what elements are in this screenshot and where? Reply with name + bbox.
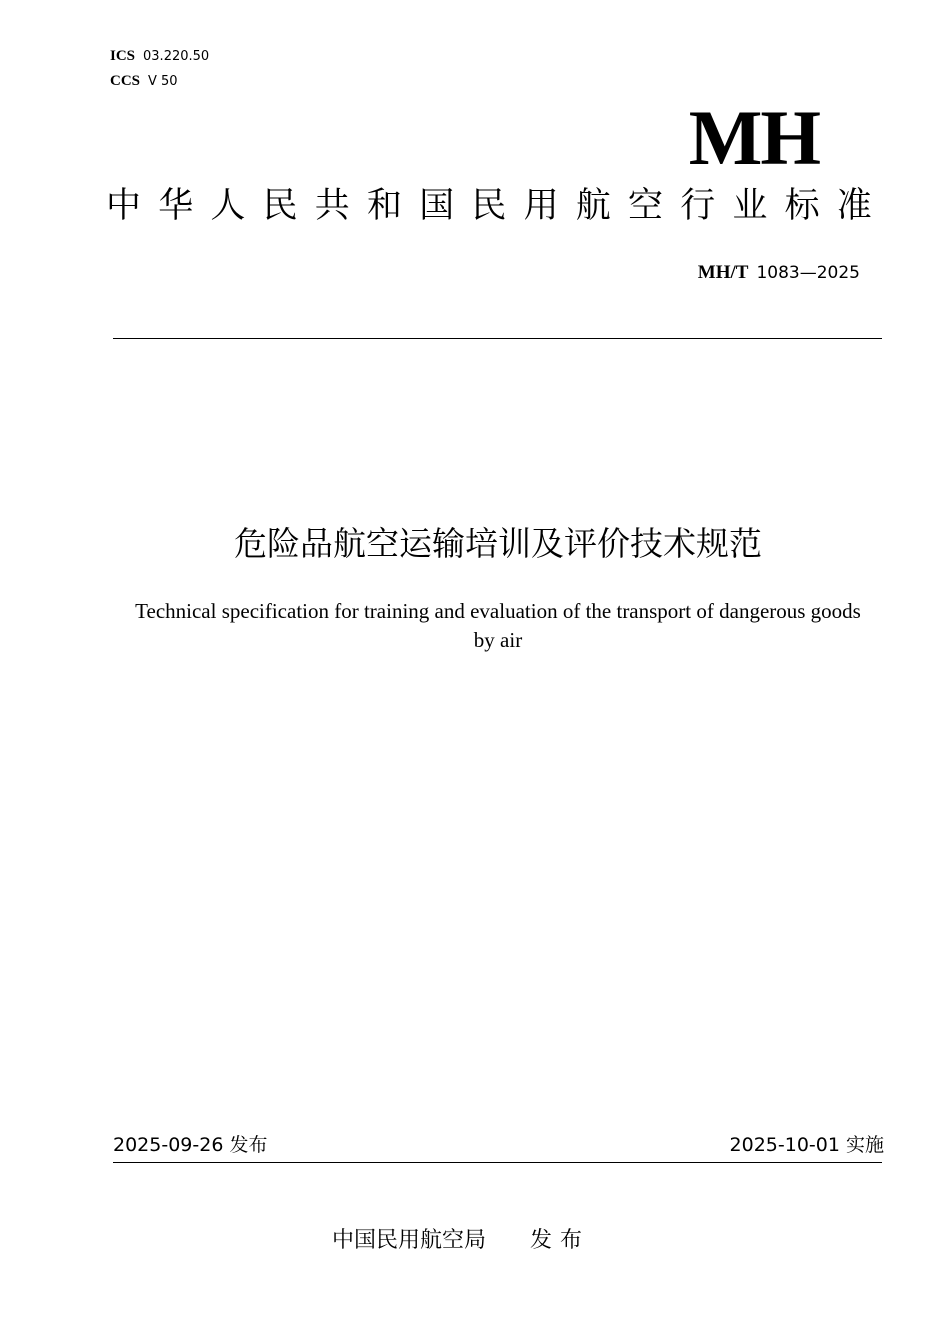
document-title-english: Technical specification for training and evaluation of the transport of dangerous goods by air (135, 599, 861, 652)
publisher-name: 中国民用航空局 (332, 1228, 487, 1253)
publisher (332, 1225, 590, 1257)
standard-category-title: 中华人民共和国民用航空行业标准 (106, 186, 890, 226)
standard-number-value: 1083—2025 (756, 263, 860, 283)
effective-date: 2025-10-01 实施 (729, 1134, 884, 1156)
ccs-label: CCS (110, 73, 141, 89)
ccs-value: V 50 (148, 74, 178, 89)
issue-date: 2025-09-26 发布 (113, 1134, 268, 1156)
document-title-chinese: 危险品航空运输培训及评价技术规范 (234, 524, 762, 563)
standard-number-prefix: MH/T (697, 262, 749, 283)
top-divider (113, 338, 882, 339)
ics-value: 03.220.50 (143, 49, 210, 64)
ccs-classification (110, 72, 178, 91)
mh-logo: MH (688, 94, 819, 181)
bottom-divider (113, 1162, 882, 1163)
standard-number (698, 261, 860, 285)
publisher-action: 发布 (530, 1228, 591, 1253)
ics-label: ICS (110, 48, 136, 64)
ics-classification (110, 47, 209, 66)
